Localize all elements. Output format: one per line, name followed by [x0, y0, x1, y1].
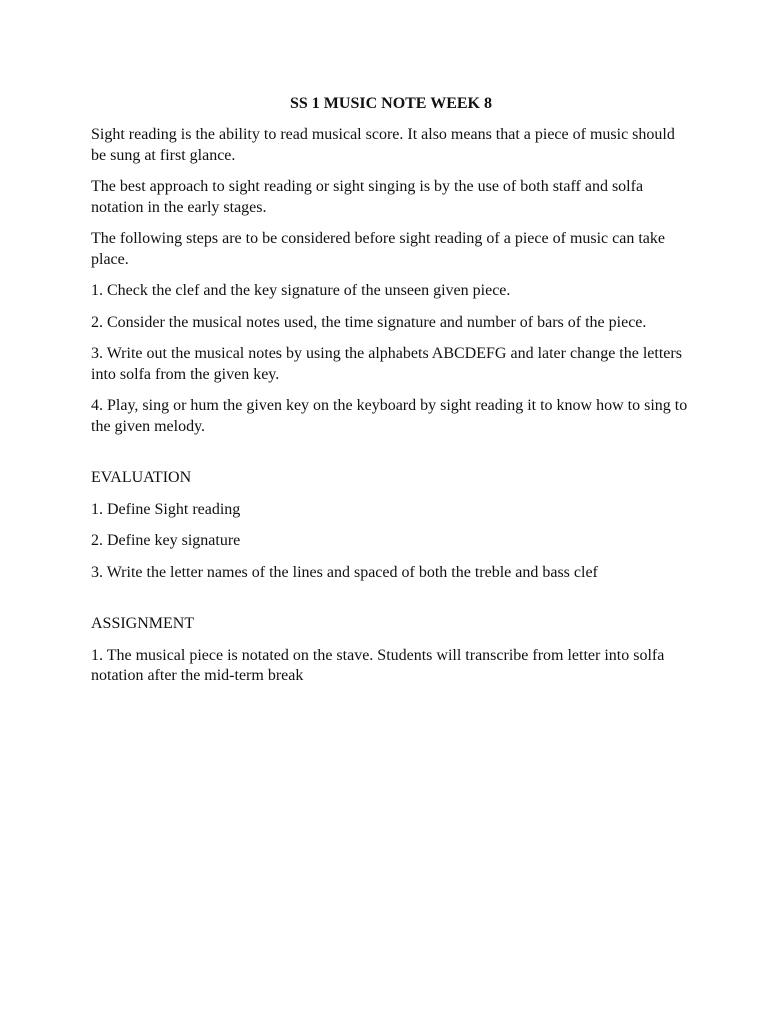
paragraph-approach: The best approach to sight reading or sight singing is by the use of both staff and solfa notation in the early stages. — [91, 178, 644, 216]
document-title: SS 1 MUSIC NOTE WEEK 8 — [290, 95, 492, 112]
evaluation-item: 2. Define key signature — [91, 532, 241, 549]
assignment-heading: ASSIGNMENT — [91, 615, 195, 632]
step-item: 4. Play, sing or hum the given key on the keyboard by sight reading it to know how to sing to the given melody. — [91, 397, 688, 435]
evaluation-item: 1. Define Sight reading — [91, 500, 241, 518]
document-page — [91, 94, 691, 698]
assignment-item: 1. The musical piece is notated on the stave. Students will transcribe from letter into solfa notation after the mid-term break — [91, 646, 665, 684]
section-spacer — [91, 594, 691, 614]
paragraph-definition: Sight reading is the ability to read musical score. It also means that a piece of music should be sung at first glance. — [91, 126, 675, 164]
section-spacer — [91, 448, 691, 468]
evaluation-item: 3. Write the letter names of the lines and spaced of both the treble and bass clef — [91, 563, 598, 581]
paragraph-steps-intro: The following steps are to be considered before sight reading of a piece of music can take place. — [91, 230, 666, 268]
step-item: 3. Write out the musical notes by using the alphabets ABCDEFG and later change the letters into solfa from the given key. — [91, 345, 682, 383]
evaluation-heading: EVALUATION — [91, 469, 192, 486]
step-item: 2. Consider the musical notes used, the time signature and number of bars of the piece. — [91, 313, 647, 331]
step-item: 1. Check the clef and the key signature of the unseen given piece. — [91, 282, 511, 299]
